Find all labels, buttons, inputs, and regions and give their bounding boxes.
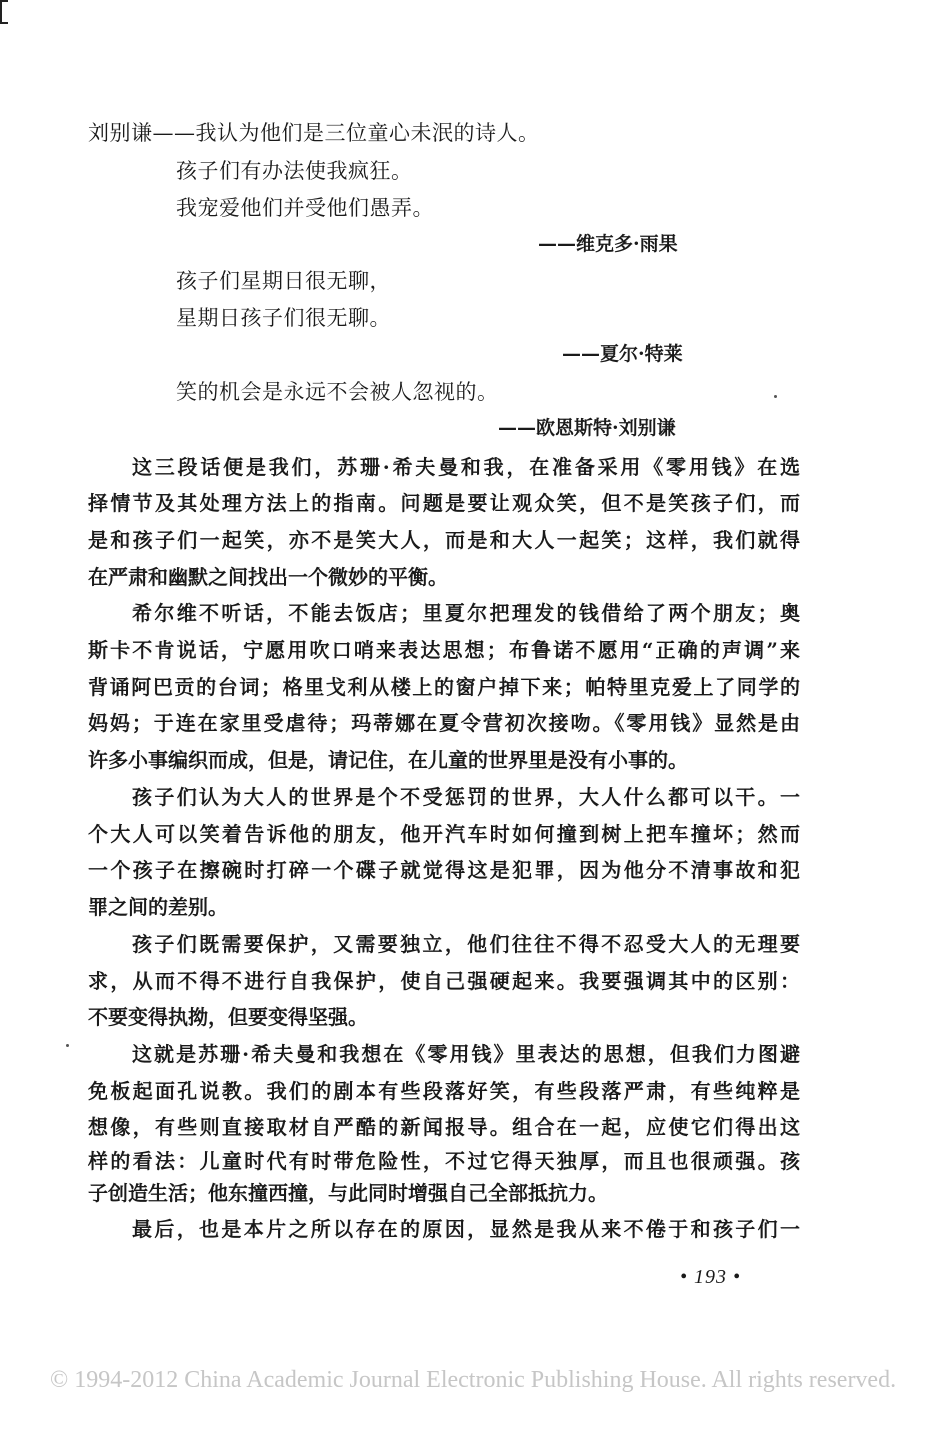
paragraph-5-line-5: 子创造生活；他东撞西撞，与此同时增强自己全部抵抗力。	[88, 1181, 608, 1205]
paragraph-2-line-5: 许多小事编织而成，但是，请记住，在儿童的世界里是没有小事的。	[88, 748, 688, 772]
paragraph-3-line-1: 孩子们认为大人的世界是个不受惩罚的世界，大人什么都可以干。一	[132, 785, 800, 809]
paragraph-6-line-1: 最后，也是本片之所以存在的原因，显然是我从来不倦于和孩子们一	[132, 1217, 800, 1241]
scan-speck	[66, 1044, 69, 1047]
paragraph-2-line-2: 斯卡不肯说话，宁愿用吹口哨来表达思想；布鲁诺不愿用“正确的声调”来	[88, 638, 800, 662]
paragraph-4-line-1: 孩子们既需要保护，又需要独立，他们往往不得不忍受大人的无理要	[132, 932, 800, 956]
scan-speck	[774, 395, 777, 398]
paragraph-2-line-1: 希尔维不听话，不能去饭店；里夏尔把理发的钱借给了两个朋友；奥	[132, 601, 800, 625]
paragraph-4-line-3: 不要变得执拗，但要变得坚强。	[88, 1005, 368, 1029]
lubitsch-quote-line-1: 笑的机会是永远不会被人忽视的。	[176, 380, 499, 404]
paragraph-3-line-3: 一个孩子在擦碗时打碎一个碟子就觉得这是犯罪，因为他分不清事故和犯	[88, 858, 800, 882]
lubitsch-attribution: ——欧恩斯特·刘别谦	[498, 417, 676, 439]
paragraph-1-line-3: 是和孩子们一起笑，亦不是笑大人，而是和大人一起笑；这样，我们就得	[88, 528, 800, 552]
hugo-attribution: ——维克多·雨果	[538, 233, 678, 255]
paragraph-3-line-4: 罪之间的差别。	[88, 895, 228, 919]
paragraph-2-line-3: 背诵阿巴贡的台词；格里戈利从楼上的窗户掉下来；帕特里克爱上了同学的	[88, 675, 800, 699]
paragraph-1-line-4: 在严肃和幽默之间找出一个微妙的平衡。	[88, 565, 448, 589]
paragraph-5-line-1: 这就是苏珊·希夫曼和我想在《零用钱》里表达的思想，但我们力图避	[132, 1042, 800, 1066]
copyright-watermark: © 1994-2012 China Academic Journal Electronic Publishing House. All rights reserved.	[50, 1367, 897, 1393]
trenet-attribution: ——夏尔·特莱	[562, 343, 683, 365]
paragraph-1-line-2: 择情节及其处理方法上的指南。问题是要让观众笑，但不是笑孩子们，而	[88, 491, 800, 515]
paragraph-2-line-4: 妈妈；于连在家里受虐待；玛蒂娜在夏令营初次接吻。《零用钱》显然是由	[88, 711, 800, 735]
epigraph-intro: 刘别谦——我认为他们是三位童心未泯的诗人。	[88, 121, 540, 145]
paragraph-3-line-2: 个大人可以笑着告诉他的朋友，他开汽车时如何撞到树上把车撞坏；然而	[88, 822, 800, 846]
trenet-quote-line-2: 星期日孩子们很无聊。	[176, 306, 391, 330]
hugo-quote-line-1: 孩子们有办法使我疯狂。	[176, 159, 413, 183]
corner-crop-mark	[0, 0, 16, 28]
paragraph-4-line-2: 求，从而不得不进行自我保护，使自己强硬起来。我要强调其中的区别：	[88, 969, 800, 993]
paragraph-1-line-1: 这三段话便是我们，苏珊·希夫曼和我，在准备采用《零用钱》在选	[132, 455, 800, 479]
paragraph-5-line-2: 免板起面孔说教。我们的剧本有些段落好笑，有些段落严肃，有些纯粹是	[88, 1079, 800, 1103]
hugo-quote-line-2: 我宠爱他们并受他们愚弄。	[176, 196, 434, 220]
paragraph-5-line-4: 样的看法：儿童时代有时带危险性，不过它得天独厚，而且也很顽强。孩	[88, 1149, 800, 1173]
page-number: • 193 •	[680, 1266, 742, 1288]
paragraph-5-line-3: 想像，有些则直接取材自严酷的新闻报导。组合在一起，应使它们得出这	[88, 1115, 800, 1139]
trenet-quote-line-1: 孩子们星期日很无聊，	[176, 269, 391, 293]
